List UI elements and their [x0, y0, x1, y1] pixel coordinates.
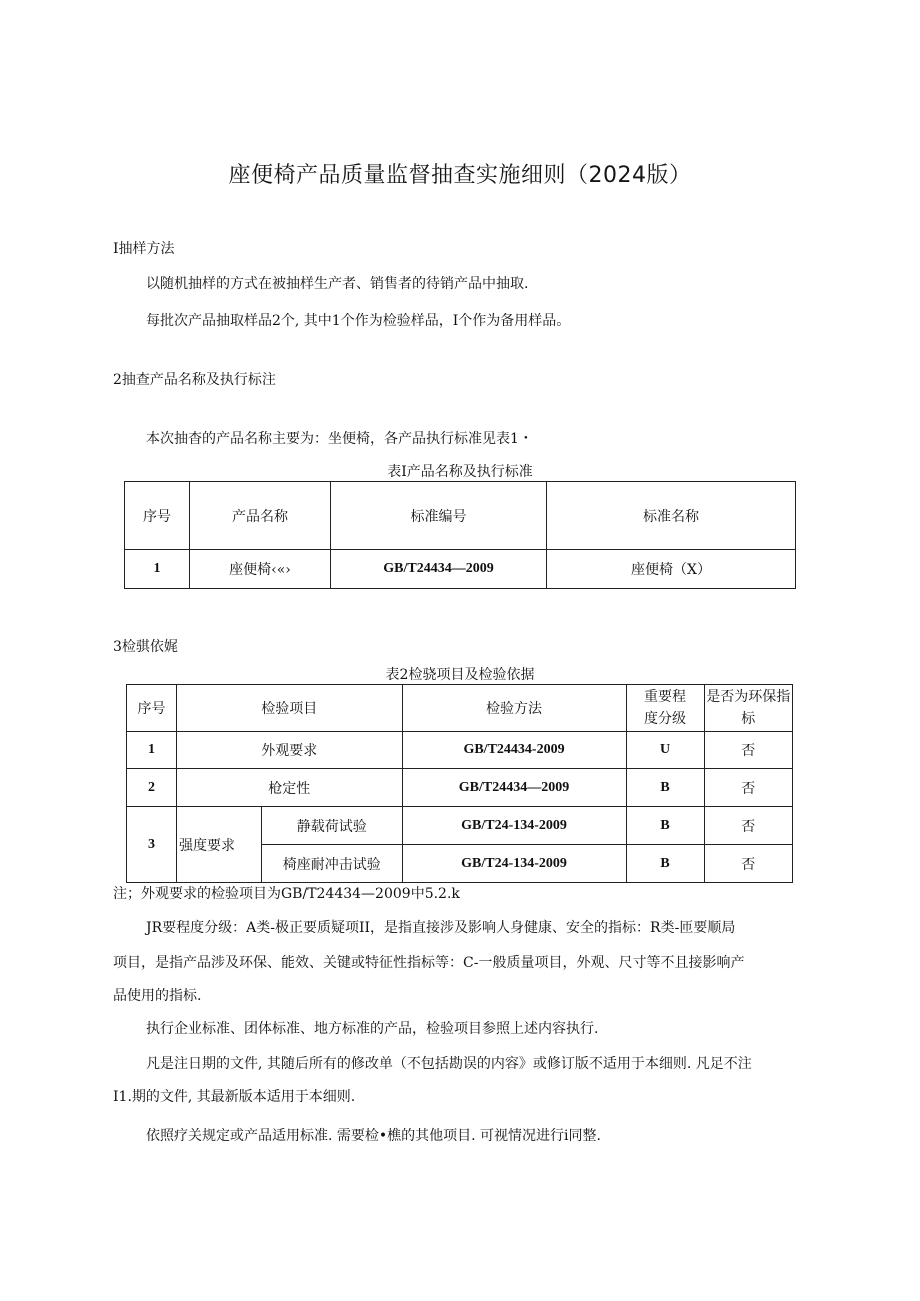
dated-documents-paragraph-line-2: I1.期的文件, 其最新版本适用于本细则. [113, 1089, 356, 1105]
table-1-header-standard-no: 标准编号 [331, 482, 547, 550]
table-2-header-method: 检验方法 [402, 685, 626, 732]
table-2-cell-method: GB/T24434—2009 [402, 769, 626, 807]
table-2-cell-item: 外观要求 [177, 732, 403, 769]
table-2-cell-group: 强度要求 [177, 807, 262, 883]
table-2-note: 注；外观要求的检验项目为GB/T24434—2009中5.2.k [113, 886, 460, 902]
enterprise-standard-paragraph: 执行企业标准、团体标准、地方标准的产品，检验项目参照上述内容执行. [146, 1021, 599, 1037]
table-1-header-standard-name: 标准名称 [547, 482, 796, 550]
table-row [125, 550, 796, 589]
section-3-heading: 3检骐依娓 [113, 639, 178, 655]
table-row [127, 807, 793, 845]
table-1-cell-standard-name: 座便椅（X） [547, 550, 796, 589]
table-2-cell-no: 3 [127, 807, 177, 883]
table-2-cell-no: 1 [127, 732, 177, 769]
table-1-header-no: 序号 [125, 482, 190, 550]
table-2-header-env: 是否为环保指标 [704, 685, 792, 732]
section-1-paragraph-2: 每批次产品抽取样品2个, 其中1个作为检验样品，I个作为备用样品。 [146, 313, 571, 329]
table-2-header-importance: 重要程度分级 [626, 685, 704, 732]
table-2-cell-method: GB/T24-134-2009 [402, 845, 626, 883]
table-1-caption: 表I产品名称及执行标准 [387, 464, 533, 480]
table-row [127, 732, 793, 769]
final-paragraph: 依照疗关规定或产品适用标准. 需要检•樵的其他项目. 可视情况进行i同整. [146, 1128, 601, 1144]
table-1-cell-standard-no: GB/T24434—2009 [331, 550, 547, 589]
table-2-cell-method: GB/T24-134-2009 [402, 807, 626, 845]
table-2-cell-method: GB/T24434-2009 [402, 732, 626, 769]
table-2-cell-item: 枪定性 [177, 769, 403, 807]
section-2-heading: 2抽查产品名称及执行标注 [113, 372, 276, 388]
table-2-cell-no: 2 [127, 769, 177, 807]
table-2-cell-env: 否 [704, 845, 792, 883]
dated-documents-paragraph-line-1: 凡是注日期的文件, 其随后所有的修改单（不包括勘误的内容》或修订版不适用于本细则. 凡足不注 [146, 1056, 752, 1072]
table-2-cell-env: 否 [704, 732, 792, 769]
table-1-header-product: 产品名称 [190, 482, 331, 550]
table-2-header-item: 检验项目 [177, 685, 403, 732]
table-2-header-no: 序号 [127, 685, 177, 732]
table-2-cell-importance: B [626, 807, 704, 845]
section-1-heading: I抽样方法 [113, 241, 175, 257]
section-1-paragraph-1: 以随机抽样的方式在被抽样生产者、销售者的待销产品中抽取. [146, 276, 529, 292]
table-2-cell-env: 否 [704, 769, 792, 807]
grading-paragraph-line-3: 品使用的指标. [113, 988, 202, 1004]
table-2-cell-importance: B [626, 845, 704, 883]
table-row [127, 769, 793, 807]
table-1-cell-no: 1 [125, 550, 190, 589]
grading-paragraph-line-2: 项目，是指产品涉及环保、能效、关键或特征性指标等：C-一般质量项目，外观、尺寸等不且接影响产 [113, 955, 745, 971]
table-2 [126, 684, 793, 883]
table-1 [124, 481, 796, 589]
table-2-cell-importance: U [626, 732, 704, 769]
table-2-cell-importance: B [626, 769, 704, 807]
section-2-paragraph-1: 本次抽杳的产品名称主要为：坐便椅，各产品执行标准见表1・ [146, 431, 533, 447]
document-title: 座便椅产品质量监督抽查实施细则（2024版） [228, 163, 692, 188]
table-2-cell-env: 否 [704, 807, 792, 845]
table-1-cell-product: 座便椅‹«› [190, 550, 331, 589]
table-2-caption: 表2检骁项目及检验依据 [385, 667, 535, 683]
table-2-cell-item: 椅座耐冲击试验 [262, 845, 403, 883]
table-2-cell-item: 静载荷试验 [262, 807, 403, 845]
grading-paragraph-line-1: JR要程度分级：A类-极正要质疑项II，是指直接涉及影响人身健康、安全的指标：R类-匝要顺局 [146, 920, 736, 936]
